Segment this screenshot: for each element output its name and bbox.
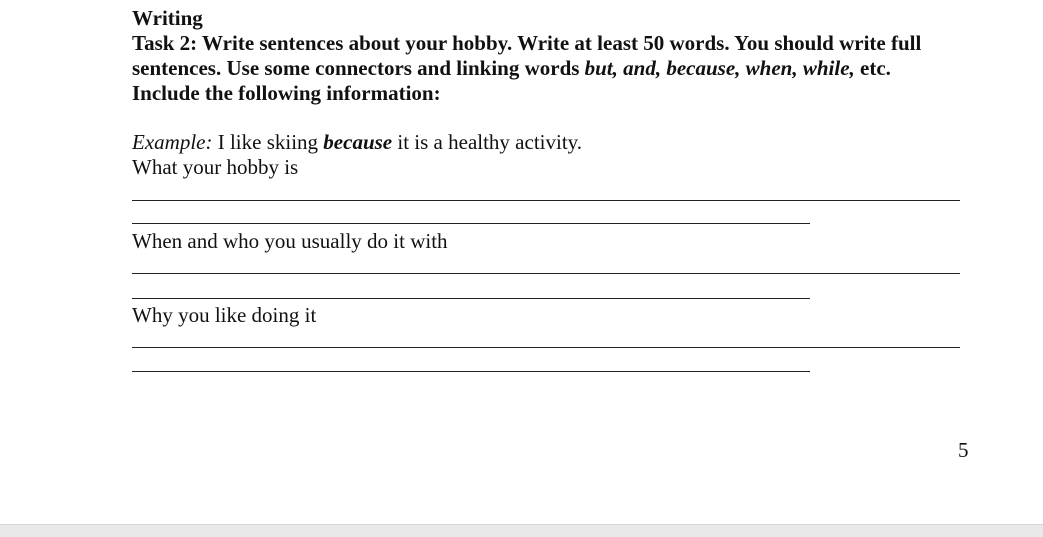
prompt-when-who: When and who you usually do it with bbox=[132, 229, 448, 253]
example-keyword: because bbox=[323, 130, 393, 154]
answer-line[interactable] bbox=[132, 371, 810, 372]
task-suffix: etc. bbox=[854, 56, 891, 80]
prompt-why: Why you like doing it bbox=[132, 303, 317, 327]
task-text: Task 2: Write sentences about your hobby. Write at least 50 words. You should write full sentences. Use some connectors and linking words bbox=[132, 31, 922, 80]
page-number: 5 bbox=[958, 438, 969, 462]
answer-line[interactable] bbox=[132, 347, 960, 348]
example-after: it is a healthy activity. bbox=[392, 130, 583, 154]
task-instructions bbox=[132, 31, 962, 81]
worksheet-content bbox=[132, 6, 962, 180]
answer-line[interactable] bbox=[132, 223, 810, 224]
answer-line[interactable] bbox=[132, 273, 960, 274]
prompt-hobby: What your hobby is bbox=[132, 155, 299, 179]
include-instruction: Include the following information: bbox=[132, 81, 441, 105]
viewer-bottom-bar bbox=[0, 524, 1043, 537]
example-sentence bbox=[132, 130, 962, 155]
task-connectors: but, and, because, when, while, bbox=[584, 56, 855, 80]
section-heading: Writing bbox=[132, 6, 203, 30]
spacer bbox=[132, 106, 962, 130]
example-before: I like skiing bbox=[212, 130, 324, 154]
answer-line[interactable] bbox=[132, 200, 960, 201]
example-label: Example: bbox=[132, 130, 213, 154]
answer-line[interactable] bbox=[132, 298, 810, 299]
